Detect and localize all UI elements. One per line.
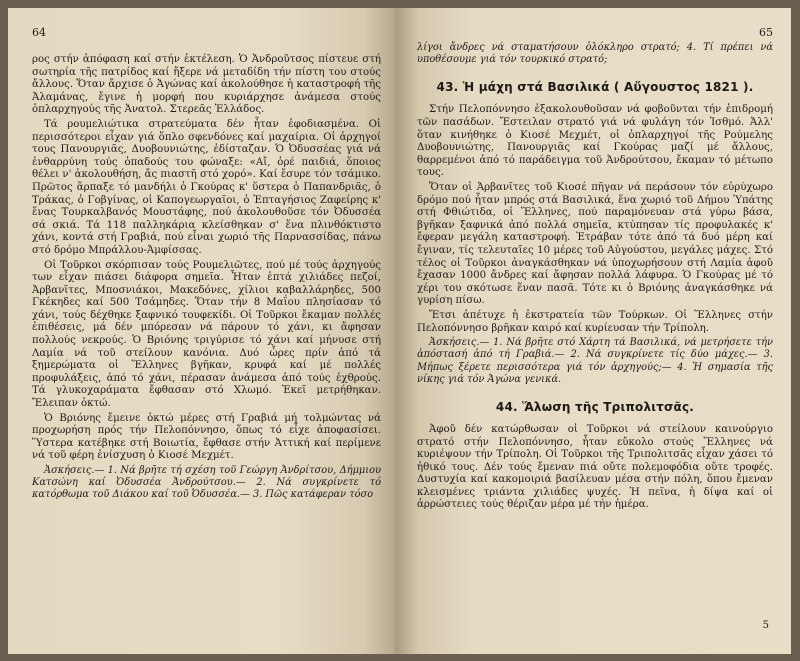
left-exercises-text: — 1. Νά βρῆτε τή σχέση τοῦ Γεώργη Ἀνδρίτσου, Δήμμιου Κατσώνη καί Ὀδυσσέα Ἀνδρούτσου.— 2. Νά συγκρίνετε τό κατόρθωμα τοῦ Διάκου καί τοῦ Ὀδυσσέα.— 3. Πῶς κατάφεραν τόσο — [32, 465, 381, 501]
left-exercises — [32, 465, 381, 502]
section-44-body — [417, 424, 773, 512]
section-43-paragraph-1: Στήν Πελοπόννησο ἐξακολουθοῦσαν νά φοβοῦνται τήν ἐπιδρομή τῶν πασάδων. Ἔστειλαν στρατό γιά νά φυλάγη τόν Ἰσθμό. Ἀλλ' ὅταν κινήθηκε ὁ Κιοσέ Μεχμέτ, οἱ ὁπλαρχηγοί τῆς Ρούμελης Δυοβουνιώτης, Πανουργιᾶς καί Γκούρας μαζί μέ ἄλλους, θαρρεμένοι ἀπό τό παράδειγμα τοῦ Ἀνδρούτσου, ἔκαμαν τό μέτωπο τους. — [417, 104, 773, 179]
section-43-body — [417, 104, 773, 386]
right-exercises — [417, 337, 773, 386]
section-43-paragraph-3: Ἔτσι ἀπέτυχε ἡ ἐκστρατεία τῶν Τούρκων. Οἱ Ἕλληνες στήν Πελοπόννησο βρῆκαν καιρό καί κυρίευσαν τήν Τρίπολη. — [417, 309, 773, 334]
right-page-number: 65 — [759, 26, 773, 39]
section-44-title: 44. Ἅλωση τῆς Τριπολιτσᾶς. — [495, 399, 695, 414]
section-44-paragraph-1: Ἀφοῦ δέν κατώρθωσαν οἱ Τοῦρκοι νά στείλουν καινούργιο στρατό στήν Πελοπόννησο, ἦταν εὔκολο στούς Ἕλληνες νά κυριέψουν τήν Τρίπολη. Οἱ Τοῦρκοι τῆς Τριπολιτσᾶς εἶχαν χάσει τό ἠθικό τους. Δέν τούς ἔμεναν πιά οὔτε πολεμοφόδια οὔτε τροφές. Δυστυχία καί κακομοιριά βασίλευαν μέσα στήν πόλη, ὅπου ἔμεναν κλεισμένες τριάντα χιλιάδες ψυχές. Ἡ πεῖνα, ἡ δίψα καί οἱ ἀρρώστειες τούς θέριζαν μέρα μέ τήν ἡμέρα. — [417, 423, 773, 511]
left-exercises-label: Ἀσκήσεις. — [44, 465, 95, 476]
left-page-body — [32, 54, 381, 502]
section-43-paragraph-2: Ὅταν οἱ Ἀρβανῖτες τοῦ Κιοσέ πῆγαν νά περάσουν τόν εὐρύχωρο δρόμο πού ἦταν μπρός στά Βασιλικά, ἕνα χωριό τοῦ Δήμου Ὑπάτης στή Φθιώτιδα, οἱ Ἕλληνες, πού παραμόνευαν στά γύρω βάσα, βγῆκαν ξαφνικά ἀπό πολλά σημεῖα, κτύπησαν τίς προφυλακές κ' ἔφεραν μεγάλη καταστροφή. Ἐτράβαν τότε ἀπό τά δυό μέρη καί ἔγιναν, τίς τελευταῖες 10 μέρες τοῦ Αὐγούστου, μεγάλες μάχες. Στό τέλος οἱ Τοῦρκοι ἀναγκάσθηκαν νά ὑποχωρήσουν στή Λαμία ἀφοῦ ἔχασαν 1000 ἄνδρες καί ἄφησαν πολλά λάφυρα. Ὁ Γκούρας μέ τό χέρι του σκότωσε ἕναν πασᾶ. Τότε κι ὁ Βριόνης ἀναγκάσθηκε νά γυρίση πίσω. — [417, 181, 773, 307]
right-exercises-text: — 1. Νά βρῆτε στό Χάρτη τά Βασιλικά, νά μετρήσετε τήν ἀπόστασή ἀπό τή Γραβιά.— 2. Νά συγκρίνετε τίς δύο μάχες.— 3. Μήπως ξέρετε περισσότερα γιά τόν ἀρχηγούς;— 4. Ἡ σημασία τῆς νίκης γιά τόν Ἀγώνα γενικά. — [417, 337, 773, 385]
left-page-number: 64 — [32, 26, 46, 39]
left-paragraph-4: Ὁ Βριόνης ἔμεινε ὀκτώ μέρες στή Γραβιά μή τολμώντας νά προχωρήση πρός τήν Πελοπόννησο, ὅπως τό εἶχε ἀποφασίσει. Ὕστερα κατέβηκε στή Βοιωτία, ἔφθασε στήν Ἀττική καί περίμενε νά τοῦ φέρη ἐνίσχυση ὁ Κιοσέ Μεχμέτ. — [32, 412, 381, 462]
right-footer-mark: 5 — [762, 620, 769, 631]
right-exercises-label: Ἀσκήσεις. — [429, 337, 480, 349]
right-top-continuation: λίγοι ἄνδρες νά σταματήσουν ὁλόκληρο στρατό; 4. Τί πρέπει νά υποθέσουμε γιά τόν τουρκικό στρατό; — [417, 42, 773, 66]
left-paragraph-1: ρος στήν ἀπόφαση καί στήν ἐκτέλεση. Ὁ Ἀνδροῦτσος πίστευε στή σωτηρία τῆς πατρίδος καί ἤξερε νά μεταδίδη τήν πίστη του στούς ἄλλους. Ὅταν ἄρχισε ὁ Ἀγώνας καί ἀκολούθησε ἡ καταστροφή τῆς Ἀλαμάνας, ἔγινε ἡ μορφή που κυριάρχησε ἀνάμεσα στούς ὁπλαρχηγούς τῆς Ἀνατολ. Στερεᾶς Ἑλλάδος. — [32, 54, 381, 116]
left-paragraph-3: Οἱ Τοῦρκοι σκόρπισαν τούς Ρουμελιῶτες, πού μέ τούς ἀρχηγούς των εἶχαν πιάσει διάφορα σημεῖα. Ἦταν ἑπτά χιλιάδες πεζοί, Ἀρβανῖτες, Μποσνιάκοι, Μακεδόνες, χίλιοι καβαλλάρηδες, 500 Γκέκηδες καί 500 Τσάμηδες. Ὅταν τήν 8 Μαΐου πλησίασαν τό χάνι, τούς δέχθηκε ξαφνικό τουφεκίδι. Οἱ Τοῦρκοι ἔκαμαν πολλές ἐπιθέσεις, μά δέν μπόρεσαν νά πάρουν τό χάνι, κι ἄφησαν πολλούς νεκρούς. Ὁ Βριόνης τριγύρισε τό χάνι καί μήνυσε στή Λαμία νά τοῦ στείλουν κανόνια. Δυό ὧρες πρίν ἀπό τά ξημερώματα οἱ Ἕλληνες βγῆκαν, κρυφά καί μέ πολλές προφυλάξεις, ἀπό τό χάνι, πέρασαν ἀνάμεσα ἀπό τούς ἐχθρούς. Τά γλυκοχαράματα ἔφθασαν στό Χλωμό. Ἐκεῖ μετρήθηκαν. Ἔλειπαν ὀκτώ. — [32, 259, 381, 410]
left-page — [8, 8, 395, 654]
right-page — [395, 8, 791, 654]
section-43-title: 43. Ἡ μάχη στά Βασιλικά ( Αὔγουστος 1821 ). — [436, 80, 754, 95]
left-paragraph-2: Τά ρουμελιώτικα στρατεύματα δέν ἦταν ἐφοδιασμένα. Οἱ περισσότεροι εἶχαν γιά ὅπλο σφενδόνες καί μαχαίρια. Οἱ ἀρχηγοί τους Πανουργιᾶς, Δυοβουνιώτης, ἐδίσταζαν. Ὁ Ὀδυσσέας γιά νά ἐνθαρρύνη τούς ὀπαδούς του φώναξε: «Αἴ, ὀρέ παιδιά, ὅποιος θέλει ν' ἀκολουθήση, ἄς πιαστῆ στό χορό». Καί ἔσυρε τόν τσάμικο. Πρῶτος ἅρπαξε τό μανδήλι ὁ Γκούρας κ' ὕστερα ὁ Παπανδριᾶς, ὁ Τράκας, ὁ Γοβγίνας, οἱ Καπογεωργαῖοι, ὁ Ἐπταγήσιος Ζαφείρης κ' ἕνας Τουρκαλβανός Μουστάφης, πού ἀκολουθοῦσε τόν Ὀδυσσέα σά σκιά. Τά 118 παλληκάρια κλείσθηκαν σ' ἕνα πλινθόκτιστο χάνι, κοντά στή Γραβιά, πού εἶναι χωριό τῆς Παρνασσίδας, πάνω στό δρόμο Μπράλλου-Ἀμφίσσας. — [32, 118, 381, 256]
